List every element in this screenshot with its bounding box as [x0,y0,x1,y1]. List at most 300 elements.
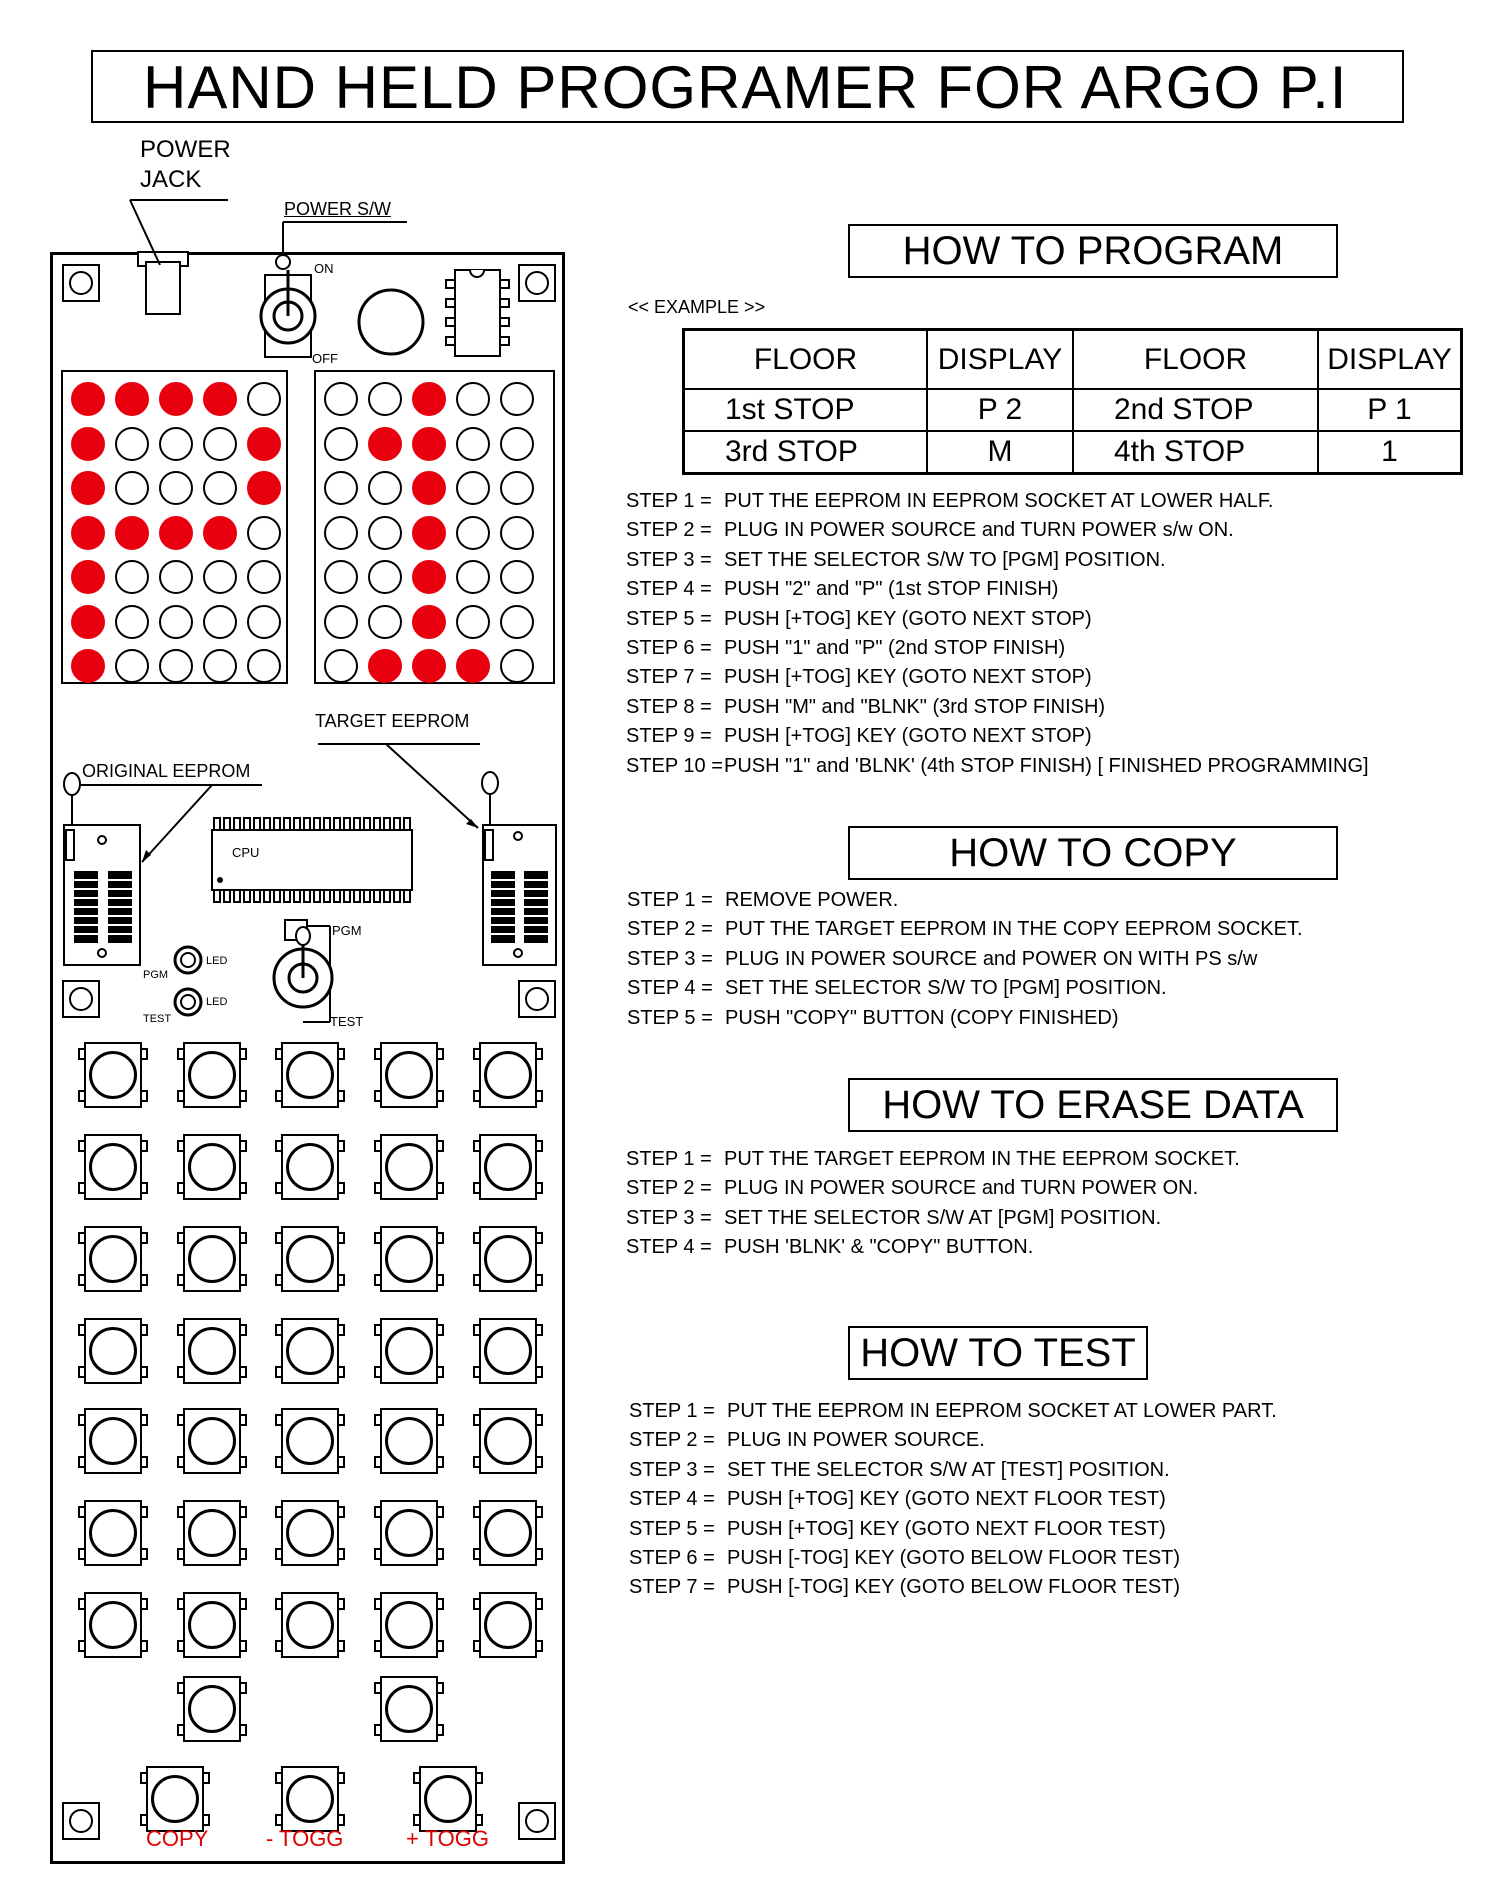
led-dot-on [159,516,193,550]
led-dot-on [412,471,446,505]
keypad-key[interactable] [275,1592,345,1658]
step-row [626,516,1369,545]
keypad-key[interactable] [473,1042,543,1108]
key-pin [275,1640,283,1652]
mounting-hole-icon [62,1802,100,1840]
key-pin [374,1598,382,1610]
key-cap-icon [286,1327,334,1375]
step-row [629,1573,1277,1602]
key-pin [337,1640,345,1652]
key-pin [337,1414,345,1426]
keypad-key[interactable] [78,1318,148,1384]
key-pin [140,1048,148,1060]
key-pin [177,1506,185,1518]
step-label: STEP 1 = [626,1148,712,1170]
step-row [627,885,1303,914]
key-pin [436,1048,444,1060]
how-to-erase-heading-box [848,1078,1338,1132]
led-dot-off [203,427,237,461]
keypad-key[interactable] [473,1134,543,1200]
key-pin [177,1232,185,1244]
led-dot-off [203,605,237,639]
keypad-key[interactable] [374,1042,444,1108]
key-pin [177,1274,185,1286]
step-label: STEP 4 = [626,1236,712,1259]
key-pin [78,1548,86,1560]
led-dot-on [412,560,446,594]
keypad-key[interactable] [78,1226,148,1292]
table-cell: M [927,431,1073,474]
key-pin [413,1814,421,1826]
step-label: STEP 5 = [626,607,712,630]
led-dot-on [159,382,193,416]
key-cap-icon [424,1775,472,1823]
key-cap-icon [484,1417,532,1465]
table-header: FLOOR [684,330,928,390]
mounting-hole-icon [518,980,556,1018]
key-pin [535,1324,543,1336]
key-pin [140,1182,148,1194]
step-row [626,605,1369,634]
keypad-key[interactable] [275,1042,345,1108]
key-cap-icon [89,1601,137,1649]
step-label: STEP 6 = [629,1546,715,1569]
led-dot-off [203,471,237,505]
key-pin [337,1548,345,1560]
key-cap-icon [484,1509,532,1557]
led-label: LED [206,996,228,1008]
keypad-key[interactable] [374,1408,444,1474]
key-cap-icon [188,1051,236,1099]
key-pin [275,1772,283,1784]
key-pin [140,1414,148,1426]
keypad-key[interactable] [473,1408,543,1474]
key-pin [374,1048,382,1060]
key-pin [473,1548,481,1560]
step-text: PUSH "COPY" BUTTON (COPY FINISHED) [725,1006,1119,1029]
key-pin [140,1548,148,1560]
how-to-test-heading: HOW TO TEST [860,1331,1136,1375]
led-dot-off [324,605,358,639]
key-pin [239,1140,247,1152]
key-cap-icon [385,1143,433,1191]
key-pin [78,1456,86,1468]
minus-togg-button[interactable] [275,1766,345,1832]
step-row [627,1003,1303,1032]
keypad-key[interactable] [177,1134,247,1200]
led-dot-off [500,605,534,639]
key-pin [337,1814,345,1826]
step-row [626,722,1369,751]
step-label: STEP 5 = [629,1517,715,1540]
key-pin [436,1274,444,1286]
key-pin [374,1182,382,1194]
key-pin [78,1506,86,1518]
key-pin [473,1456,481,1468]
step-row [627,914,1303,943]
key-cap-icon [385,1051,433,1099]
led-dot-off [159,471,193,505]
key-pin [177,1548,185,1560]
erase-steps [626,1145,1240,1263]
keypad-key[interactable] [78,1408,148,1474]
table-cell: P 2 [927,389,1073,431]
step-label: STEP 4 = [626,578,712,601]
small-ic-icon [446,270,509,356]
key-cap-icon [286,1417,334,1465]
key-pin [413,1772,421,1784]
key-pin [473,1640,481,1652]
key-pin [239,1232,247,1244]
key-pin [177,1182,185,1194]
keypad-key[interactable] [78,1500,148,1566]
keypad-key[interactable] [78,1134,148,1200]
led-dot-off [324,471,358,505]
step-label: STEP 2 = [627,918,713,941]
keypad-key[interactable] [473,1592,543,1658]
key-pin [473,1232,481,1244]
led-dot-off [324,427,358,461]
key-cap-icon [286,1509,334,1557]
step-text: SET THE SELECTOR S/W AT [PGM] POSITION. [724,1206,1162,1229]
key-pin [140,1324,148,1336]
key-cap-icon [286,1143,334,1191]
mounting-hole-icon [62,264,100,302]
key-pin [473,1598,481,1610]
page-title: HAND HELD PROGRAMER FOR ARGO P.I [143,54,1348,121]
step-row [626,663,1369,692]
led-dot-off [368,471,402,505]
key-pin [140,1506,148,1518]
key-cap-icon [151,1775,199,1823]
key-pin [473,1090,481,1102]
key-pin [78,1182,86,1194]
led-dot-off [247,605,281,639]
keypad-key[interactable] [275,1226,345,1292]
key-cap-icon [89,1417,137,1465]
key-cap-icon [385,1601,433,1649]
key-pin [140,1598,148,1610]
key-pin [275,1456,283,1468]
keypad-key[interactable] [177,1592,247,1658]
table-cell: 1 [1318,431,1462,474]
key-pin [374,1724,382,1736]
key-pin [177,1324,185,1336]
step-label: STEP 3 = [627,947,713,970]
step-label: STEP 7 = [626,666,712,689]
step-row [629,1397,1277,1426]
key-cap-icon [484,1327,532,1375]
key-pin [436,1324,444,1336]
step-text: PUSH [+TOG] KEY (GOTO NEXT STOP) [724,607,1092,630]
step-label: STEP 3 = [629,1458,715,1481]
keypad-key[interactable] [374,1226,444,1292]
key-pin [436,1682,444,1694]
step-row [626,1204,1240,1233]
led-dot-off [115,560,149,594]
key-pin [239,1048,247,1060]
key-cap-icon [286,1235,334,1283]
led-dot-on [368,427,402,461]
step-row [626,1145,1240,1174]
key-pin [275,1324,283,1336]
key-pin [275,1182,283,1194]
key-cap-icon [188,1601,236,1649]
power-jack-label: JACK [140,166,202,193]
keypad-key[interactable] [177,1226,247,1292]
copy-button[interactable] [140,1766,210,1832]
example-label: << EXAMPLE >> [628,297,766,317]
led-dot-off [500,649,534,683]
led-dot-on [71,471,105,505]
keypad-key[interactable] [473,1318,543,1384]
keypad-key[interactable] [374,1500,444,1566]
key-pin [239,1366,247,1378]
step-text: PUSH [+TOG] KEY (GOTO NEXT FLOOR TEST) [727,1517,1166,1540]
led-dot-off [368,382,402,416]
step-text: SET THE SELECTOR S/W TO [PGM] POSITION. [724,548,1166,571]
led-dot-on [412,382,446,416]
led-label: LED [206,955,228,967]
selector-test-label: TEST [330,1014,364,1029]
step-row [626,487,1369,516]
led-dot-off [456,382,490,416]
step-text: PUSH [-TOG] KEY (GOTO BELOW FLOOR TEST) [727,1546,1181,1569]
key-cap-icon [188,1143,236,1191]
led-dot-off [500,382,534,416]
key-pin [337,1090,345,1102]
keypad-key[interactable] [177,1500,247,1566]
step-row [627,944,1303,973]
led-dot-off [247,560,281,594]
keypad-key[interactable] [374,1676,444,1742]
copy-button-label: COPY [146,1826,209,1851]
key-pin [177,1366,185,1378]
buzzer-icon [359,290,423,354]
key-pin [337,1274,345,1286]
step-row [629,1485,1277,1514]
key-cap-icon [188,1685,236,1733]
key-pin [337,1456,345,1468]
led-dot-off [456,605,490,639]
key-pin [140,1814,148,1826]
off-label: OFF [312,351,338,366]
plus-togg-button[interactable] [413,1766,483,1832]
led-dot-on [412,649,446,683]
key-pin [239,1682,247,1694]
step-row [626,693,1369,722]
key-pin [374,1232,382,1244]
key-cap-icon [385,1235,433,1283]
key-pin [436,1548,444,1560]
led-dot-off [324,560,358,594]
plus-togg-button-label: + TOGG [406,1826,489,1851]
step-label: STEP 7 = [629,1576,715,1599]
keypad-key[interactable] [78,1042,148,1108]
key-pin [535,1366,543,1378]
keypad-key[interactable] [473,1226,543,1292]
key-pin [473,1506,481,1518]
key-pin [78,1274,86,1286]
key-pin [177,1640,185,1652]
led-pgm-label: PGM [143,969,169,981]
key-pin [475,1772,483,1784]
step-label: STEP 8 = [626,695,712,718]
step-text: PUSH "M" and "BLNK" (3rd STOP FINISH) [724,695,1106,718]
step-text: PUSH [+TOG] KEY (GOTO NEXT STOP) [724,666,1092,689]
key-pin [177,1048,185,1060]
step-row [626,634,1369,663]
key-pin [337,1366,345,1378]
led-dot-off [324,649,358,683]
mounting-hole-icon [62,980,100,1018]
key-pin [140,1090,148,1102]
key-pin [177,1090,185,1102]
key-pin [374,1274,382,1286]
step-label: STEP 10 = [626,754,723,777]
key-pin [535,1048,543,1060]
step-row [626,752,1369,781]
key-pin [374,1366,382,1378]
step-label: STEP 4 = [629,1488,715,1511]
step-label: STEP 6 = [626,636,712,659]
key-pin [239,1274,247,1286]
keypad-key[interactable] [374,1134,444,1200]
led-dot-on [412,605,446,639]
keypad-key[interactable] [177,1318,247,1384]
key-pin [177,1598,185,1610]
led-dot-off [203,649,237,683]
key-cap-icon [484,1235,532,1283]
step-label: STEP 2 = [626,519,712,542]
key-pin [239,1456,247,1468]
key-pin [374,1548,382,1560]
step-label: STEP 5 = [627,1006,713,1029]
key-pin [275,1414,283,1426]
status-led-icons [175,947,201,1015]
led-dot-on [71,382,105,416]
key-pin [140,1232,148,1244]
key-cap-icon [385,1685,433,1733]
key-pin [535,1182,543,1194]
keypad-key[interactable] [275,1500,345,1566]
step-text: PUSH "2" and "P" (1st STOP FINISH) [724,578,1059,601]
key-pin [535,1506,543,1518]
led-dot-on [71,427,105,461]
led-dot-on [412,516,446,550]
step-row [626,546,1369,575]
key-pin [374,1140,382,1152]
power-jack-icon [130,200,228,314]
keypad-key[interactable] [275,1134,345,1200]
led-dot-off [115,649,149,683]
step-label: STEP 2 = [629,1429,715,1452]
keypad-key[interactable] [473,1500,543,1566]
key-pin [473,1182,481,1194]
key-pin [78,1414,86,1426]
keypad-key[interactable] [177,1042,247,1108]
step-text: PUT THE TARGET EEPROM IN THE COPY EEPROM SOCKET. [725,918,1303,941]
key-pin [436,1182,444,1194]
led-dot-off [247,649,281,683]
step-label: STEP 1 = [629,1400,715,1422]
keypad-key[interactable] [374,1592,444,1658]
key-pin [275,1506,283,1518]
step-row [626,1174,1240,1203]
key-cap-icon [89,1051,137,1099]
key-cap-icon [188,1509,236,1557]
how-to-copy-heading-box [848,826,1338,880]
key-cap-icon [89,1327,137,1375]
keypad-key[interactable] [177,1676,247,1742]
key-pin [202,1772,210,1784]
step-row [629,1544,1277,1573]
key-cap-icon [385,1327,433,1375]
step-label: STEP 1 = [627,889,713,911]
table-cell: 3rd STOP [684,431,928,474]
step-text: PUSH "1" and 'BLNK' (4th STOP FINISH) [ FINISHED PROGRAMMING] [724,754,1369,777]
key-pin [473,1140,481,1152]
key-cap-icon [89,1143,137,1191]
led-dot-off [115,427,149,461]
led-dot-off [247,382,281,416]
key-pin [140,1140,148,1152]
keypad-key[interactable] [177,1408,247,1474]
key-cap-icon [385,1417,433,1465]
step-label: STEP 9 = [626,725,712,748]
key-pin [374,1324,382,1336]
key-pin [202,1814,210,1826]
minus-togg-button-label: - TOGG [266,1826,344,1851]
cpu-chip-icon [212,818,412,902]
key-pin [436,1232,444,1244]
key-pin [275,1232,283,1244]
led-dot-on [71,560,105,594]
key-pin [275,1048,283,1060]
key-pin [535,1414,543,1426]
step-row [626,575,1369,604]
key-pin [337,1598,345,1610]
step-row [627,973,1303,1002]
key-pin [374,1640,382,1652]
led-dot-off [159,560,193,594]
keypad-key[interactable] [374,1318,444,1384]
keypad-key[interactable] [275,1408,345,1474]
key-pin [275,1274,283,1286]
key-pin [374,1414,382,1426]
table-header: DISPLAY [1318,330,1462,390]
led-dot-on [247,471,281,505]
led-dot-on [115,382,149,416]
key-pin [177,1456,185,1468]
key-pin [275,1090,283,1102]
key-pin [140,1366,148,1378]
step-text: PUSH [+TOG] KEY (GOTO NEXT FLOOR TEST) [727,1488,1166,1511]
step-text: PUSH "1" and "P" (2nd STOP FINISH) [724,636,1066,659]
keypad-key[interactable] [275,1318,345,1384]
key-pin [473,1324,481,1336]
led-dot-off [324,382,358,416]
led-dot-off [456,560,490,594]
key-pin [535,1232,543,1244]
key-pin [239,1724,247,1736]
step-label: STEP 1 = [626,490,712,512]
key-pin [436,1724,444,1736]
step-text: PUSH [+TOG] KEY (GOTO NEXT STOP) [724,725,1092,748]
key-pin [436,1140,444,1152]
led-dot-off [500,427,534,461]
keypad-key[interactable] [78,1592,148,1658]
